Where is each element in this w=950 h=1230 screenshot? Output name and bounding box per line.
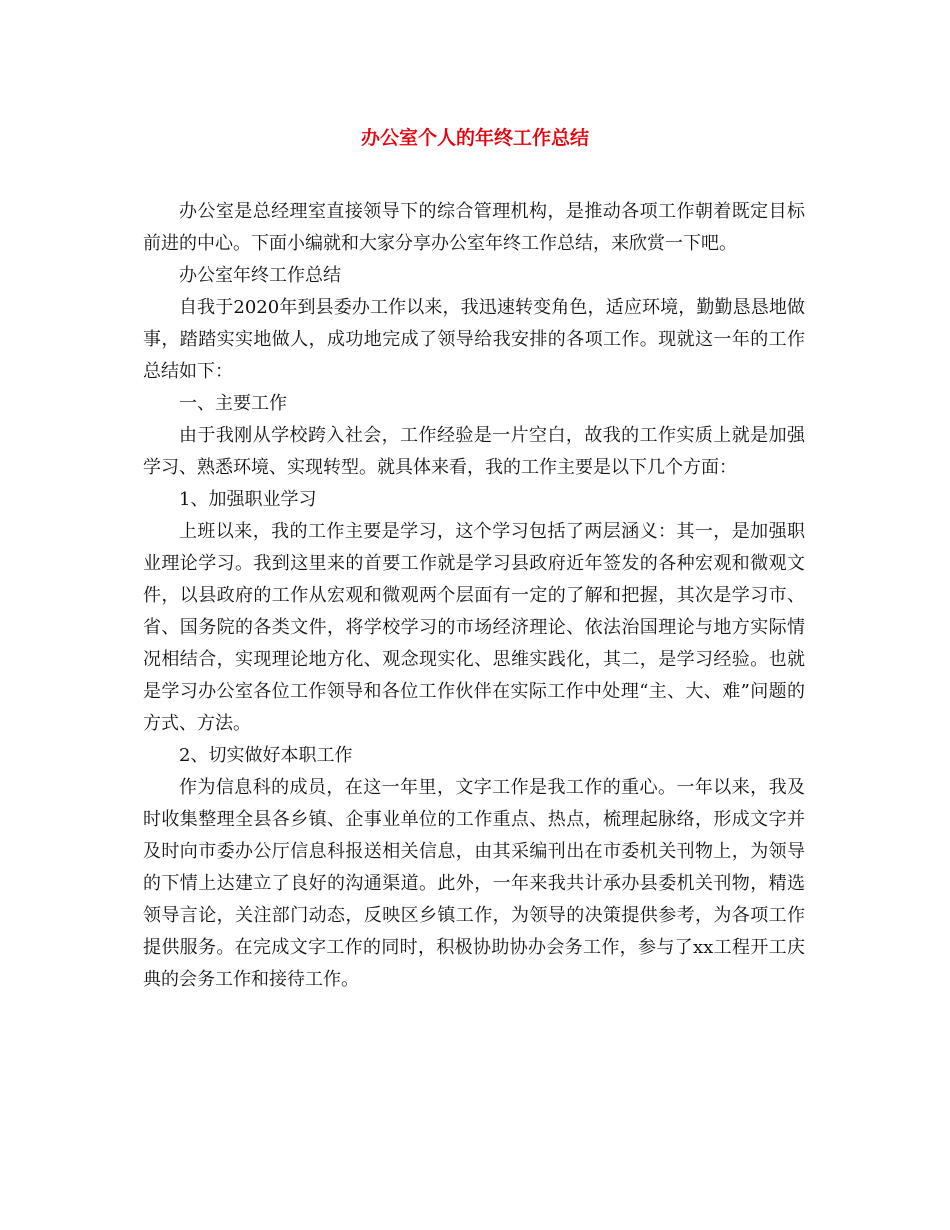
paragraph-study: 上班以来，我的工作主要是学习，这个学习包括了两层涵义：其一，是加强职业理论学习。我到这里来的首要工作就是学习县政府近年签发的各种宏观和微观文件，以县政府的工作从宏观和微观两个层面有一定的了解和把握，其次是学习市、省、国务院的各类文件，将学校学习的市场经济理论、依法治国理论与地方实际情况相结合，实现理论地方化、观念现实化、思维实践化，其二，是学习经验。也就是学习办公室各位工作领导和各位工作伙伴在实际工作中处理“主、大、难”问题的方式、方法。 <box>143 521 805 734</box>
subsection-heading-study: 1、加强职业学习 <box>179 489 317 510</box>
document-body <box>143 196 805 996</box>
paragraph-duty: 作为信息科的成员，在这一年里，文字工作是我工作的重心。一年以来，我及时收集整理全县各乡镇、企事业单位的工作重点、热点，梳理起脉络，形成文字并及时向市委办公厅信息科报送相关信息，由其采编刊出在市委机关刊物上，为领导的下情上达建立了良好的沟通渠道。此外，一年来我共计承办县委机关刊物，精选领导言论，关注部门动态，反映区乡镇工作，为领导的决策提供参考，为各项工作提供服务。在完成文字工作的同时，积极协助协办会务工作，参与了xx工程开工庆典的会务工作和接待工作。 <box>143 777 805 990</box>
document-title: 办公室个人的年终工作总结 <box>360 127 589 149</box>
paragraph-overview: 自我于2020年到县委办工作以来，我迅速转变角色，适应环境，勤勤恳恳地做事，踏踏实实地做人，成功地完成了领导给我安排的各项工作。现就这一年的工作总结如下： <box>143 297 805 382</box>
paragraph-heading-summary: 办公室年终工作总结 <box>179 265 341 286</box>
paragraph-main-work: 由于我刚从学校跨入社会，工作经验是一片空白，故我的工作实质上就是加强学习、熟悉环境、实现转型。就具体来看，我的工作主要是以下几个方面： <box>143 425 805 478</box>
subsection-heading-duty: 2、切实做好本职工作 <box>179 745 353 766</box>
section-heading-main-work: 一、主要工作 <box>179 393 287 414</box>
paragraph-intro: 办公室是总经理室直接领导下的综合管理机构，是推动各项工作朝着既定目标前进的中心。下面小编就和大家分享办公室年终工作总结，来欣赏一下吧。 <box>143 201 805 254</box>
